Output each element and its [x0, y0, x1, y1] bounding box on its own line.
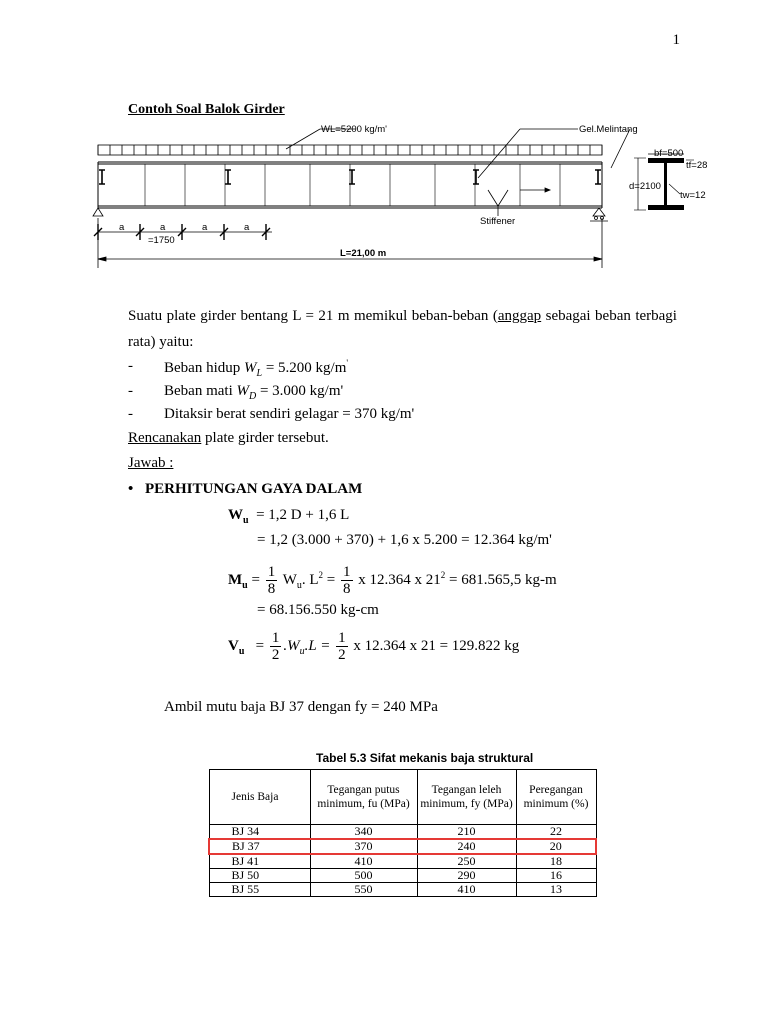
crossbeam-i-4: [473, 170, 479, 184]
col-header-fu: Tegangan putus minimum, fu (MPa): [310, 770, 417, 825]
eq-wu: $W_u = 1,2$ D + 1,6 L: [228, 507, 350, 526]
table-row: BJ 50 500 290 16: [209, 869, 596, 883]
stiffener-detail: [488, 188, 550, 216]
bf-label: bf=500: [654, 148, 684, 159]
girder-elevation: [98, 162, 602, 208]
answer-label: Jawab :: [128, 455, 174, 471]
segment-label-2: a: [160, 222, 166, 233]
section-title: • PERHITUNGAN GAYA DALAM: [128, 481, 363, 497]
distributed-load: [98, 145, 602, 155]
list-item-live-load: - Beban hidup $W_L = 5.200$ kg/m': [128, 358, 348, 379]
fraction-one-eighth-2: $\frac{1}{8}$: [343, 564, 351, 598]
list-item-dead-load: - Beban mati $W_D = 3.000$ kg/m': [128, 383, 344, 402]
page-number: 1: [672, 32, 680, 48]
intro-paragraph: Suatu plate girder bentang L = 21 m memikul beban-beban (anggap sebagai beban terbagi rata) yaitu:: [128, 308, 677, 350]
eq-vu: $V_u$ = $\frac{1}{2}$ $.W_u.L$ = $\frac{1}{2}$ x 12.364 x 21 = 129.822 kg: [228, 630, 520, 664]
crossbeam-i-1: [99, 170, 105, 184]
crossbeam-leader: [478, 129, 520, 178]
stiffener-label: Stiffener: [480, 216, 516, 227]
segment-label-4: a: [244, 222, 250, 233]
eq-mu: $M_u$ = $\frac{1}{8}$ $W_u$. $L^2$ = $\frac{1}{8}$ x 12.364 x $21^2 = 681.565,5$ kg-m: [228, 564, 557, 598]
load-leader: [286, 129, 320, 149]
supports: [93, 208, 608, 221]
length-label: L=21,00 m: [340, 248, 387, 259]
d-label: d=2100: [629, 181, 661, 192]
table-row: BJ 34 340 210 22: [209, 825, 596, 840]
list-item-self-weight: - Ditaksir berat sendiri gelagar = 370 kg/m': [128, 406, 415, 422]
fraction-one-eighth: $\frac{1}{8}$: [267, 564, 276, 598]
col-header-grade: Jenis Baja: [209, 770, 310, 825]
col-header-elongation: Peregangan minimum (%): [516, 770, 596, 825]
col-header-fy: Tegangan leleh minimum, fy (MPa): [417, 770, 516, 825]
steel-grade-note: Ambil mutu baja BJ 37 dengan fy = 240 MPa: [164, 699, 438, 715]
page-heading: Contoh Soal Balok Girder: [128, 102, 285, 117]
table-row-highlighted: BJ 37 370 240 20: [209, 839, 596, 854]
load-label: WL=5200 kg/m': [321, 124, 387, 135]
design-instruction: Rencanakan plate girder tersebut.: [128, 430, 329, 446]
tf-label: tf=28: [686, 160, 708, 171]
crossbeam-label: Gel.Melintang: [579, 124, 638, 135]
bullet-icon: •: [128, 481, 134, 497]
crossbeam-i-5: [595, 170, 601, 184]
table-row: BJ 41 410 250 18: [209, 854, 596, 869]
fraction-one-half: $\frac{1}{2}$: [271, 630, 280, 664]
eq-mu-cm: = 68.156.550 kg-cm: [257, 602, 379, 618]
table-caption: Tabel 5.3 Sifat mekanis baja struktural: [316, 751, 534, 765]
table-row: BJ 55 550 410 13: [209, 883, 596, 897]
segment-label-1: a: [119, 222, 125, 233]
girder-diagram: [90, 118, 730, 278]
crossbeam-i-2: [225, 170, 231, 184]
segment-label-3: a: [202, 222, 208, 233]
tw-label: tw=12: [680, 190, 706, 201]
eq-wu-value: = 1,2 (3.000 + 370) + 1,6 x 5.200 = 12.364 kg/m': [257, 532, 552, 548]
fraction-one-half-2: $\frac{1}{2}$: [338, 630, 346, 664]
spacing-label: =1750: [148, 235, 175, 246]
steel-property-table: [208, 769, 597, 897]
